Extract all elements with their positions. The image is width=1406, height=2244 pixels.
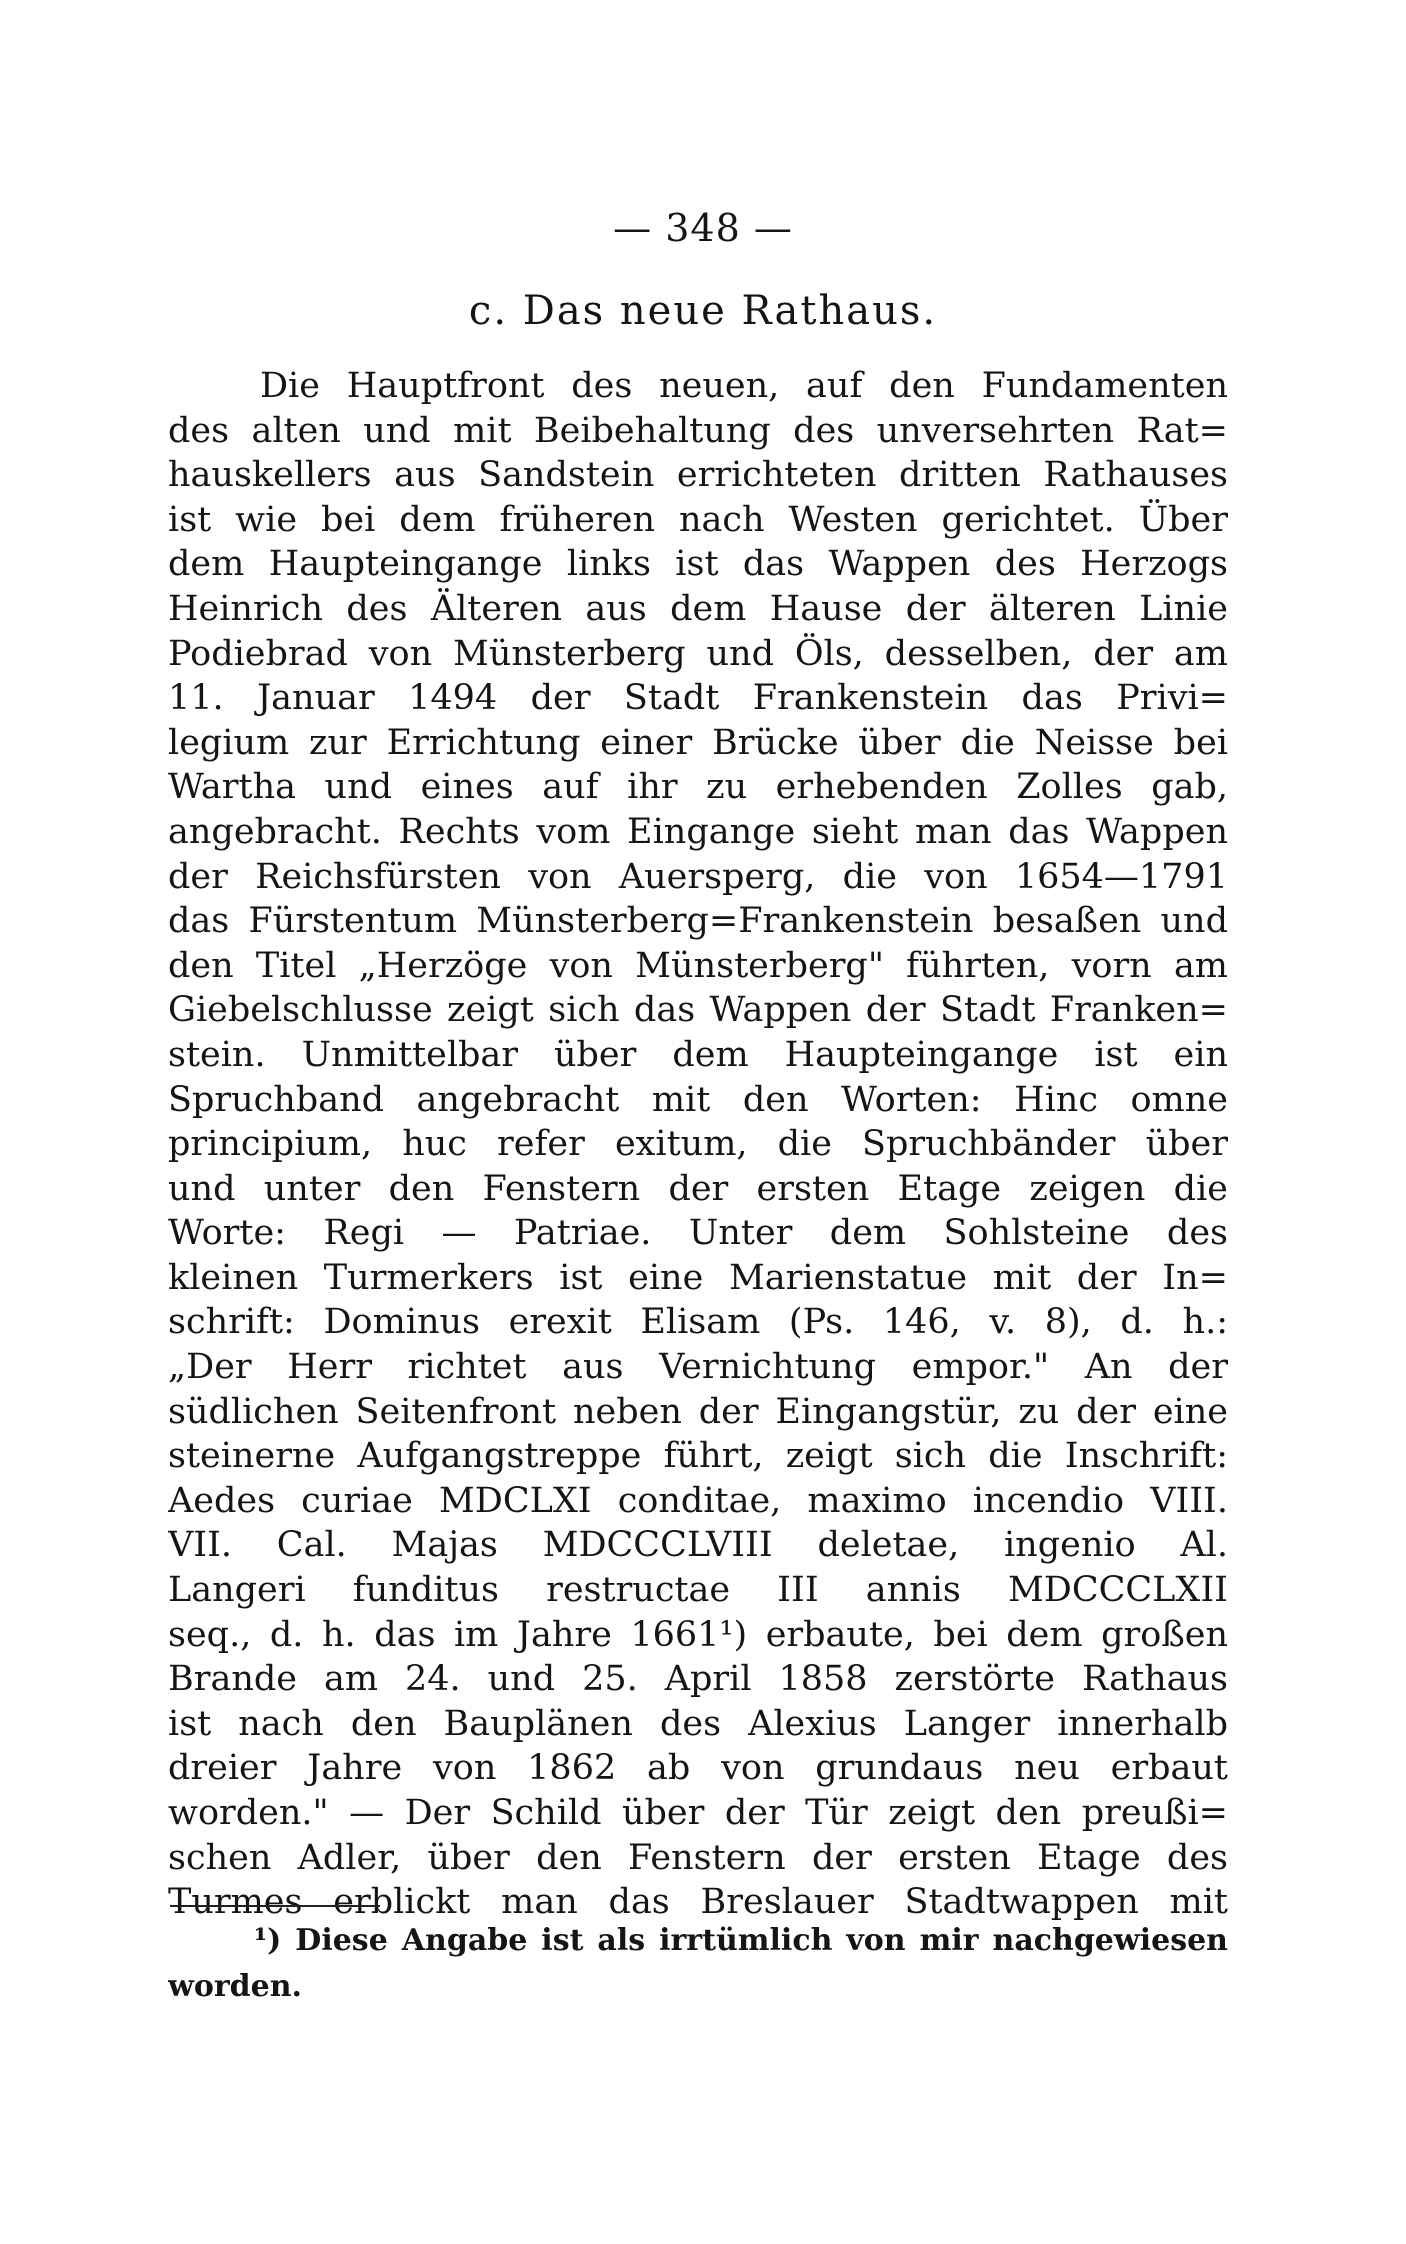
text-line: principium, huc refer exitum, die Spruchbänder über xyxy=(168,1124,1228,1165)
text-line: der Reichsfürsten von Auersperg, die von 1654—1791 xyxy=(168,856,1228,897)
text-line: den Titel „Herzöge von Münsterberg" führten, vorn am xyxy=(168,945,1228,986)
text-line: Worte: Regi — Patriae. Unter dem Sohlsteine des xyxy=(168,1213,1228,1254)
text-line: und unter den Fenstern der ersten Etage zeigen die xyxy=(168,1168,1228,1209)
text-line: Spruchband angebracht mit den Worten: Hinc omne xyxy=(168,1079,1228,1120)
text-line: das Fürstentum Münsterberg=Frankenstein besaßen und xyxy=(168,901,1228,942)
text-line: 11. Januar 1494 der Stadt Frankenstein das Privi= xyxy=(168,678,1228,719)
footnote-line: worden. xyxy=(168,1969,302,2004)
page-number: — 348 — xyxy=(613,206,793,250)
text-line: Die Hauptfront des neuen, auf den Fundamenten xyxy=(260,366,1228,406)
text-line: kleinen Turmerkers ist eine Marienstatue mit der In= xyxy=(168,1257,1228,1298)
text-line: Turmes erblickt man das Breslauer Stadtwappen mit xyxy=(168,1882,1228,1923)
footnote-line: ¹) Diese Angabe ist als irrtümlich von mir nachgewiesen xyxy=(254,1923,1228,1958)
text-line: worden." — Der Schild über der Tür zeigt den preußi= xyxy=(168,1793,1228,1833)
footnote xyxy=(168,1918,1228,2010)
text-line: schrift: Dominus erexit Elisam (Ps. 146, v. 8), d. h.: xyxy=(168,1302,1228,1343)
text-line: Langeri funditus restructae III annis MDCCCLXII xyxy=(168,1570,1228,1611)
text-line: stein. Unmittelbar über dem Haupteingange ist ein xyxy=(168,1034,1228,1075)
text-line: angebracht. Rechts vom Eingange sieht man das Wappen xyxy=(168,811,1228,852)
text-line: seq., d. h. das im Jahre 1661¹) erbaute, bei dem großen xyxy=(168,1614,1228,1655)
section-heading: c. Das neue Rathaus. xyxy=(468,288,938,334)
text-line: steinerne Aufgangstreppe führt, zeigt sich die Inschrift: xyxy=(168,1436,1228,1477)
footnote-divider xyxy=(170,1905,380,1907)
text-line: Podiebrad von Münsterberg und Öls, desselben, der am xyxy=(168,633,1228,674)
text-line: schen Adler, über den Fenstern der ersten Etage des xyxy=(168,1837,1228,1878)
text-line: ist nach den Bauplänen des Alexius Langer innerhalb xyxy=(168,1703,1228,1744)
text-line: Wartha und eines auf ihr zu erhebenden Zolles gab, xyxy=(168,767,1228,808)
text-line: legium zur Errichtung einer Brücke über die Neisse bei xyxy=(168,722,1228,763)
text-line: Giebelschlusse zeigt sich das Wappen der Stadt Franken= xyxy=(168,990,1228,1031)
text-line: Brande am 24. und 25. April 1858 zerstörte Rathaus xyxy=(168,1659,1228,1700)
text-line: ist wie bei dem früheren nach Westen gerichtet. Über xyxy=(168,499,1228,540)
text-line: hauskellers aus Sandstein errichteten dritten Rathauses xyxy=(168,455,1228,496)
text-line: des alten und mit Beibehaltung des unversehrten Rat= xyxy=(168,410,1228,451)
text-line: Heinrich des Älteren aus dem Hause der älteren Linie xyxy=(168,588,1228,629)
text-line: Aedes curiae MDCLXI conditae, maximo incendio VIII. xyxy=(168,1480,1228,1521)
text-line: dreier Jahre von 1862 ab von grundaus neu erbaut xyxy=(168,1748,1228,1789)
text-line: südlichen Seitenfront neben der Eingangstür, zu der eine xyxy=(168,1391,1228,1432)
body-text xyxy=(168,364,1228,1925)
text-line: „Der Herr richtet aus Vernichtung empor." An der xyxy=(168,1347,1228,1388)
text-line: VII. Cal. Majas MDCCCLVIII deletae, ingenio Al. xyxy=(168,1525,1228,1566)
text-line: dem Haupteingange links ist das Wappen des Herzogs xyxy=(168,544,1228,585)
